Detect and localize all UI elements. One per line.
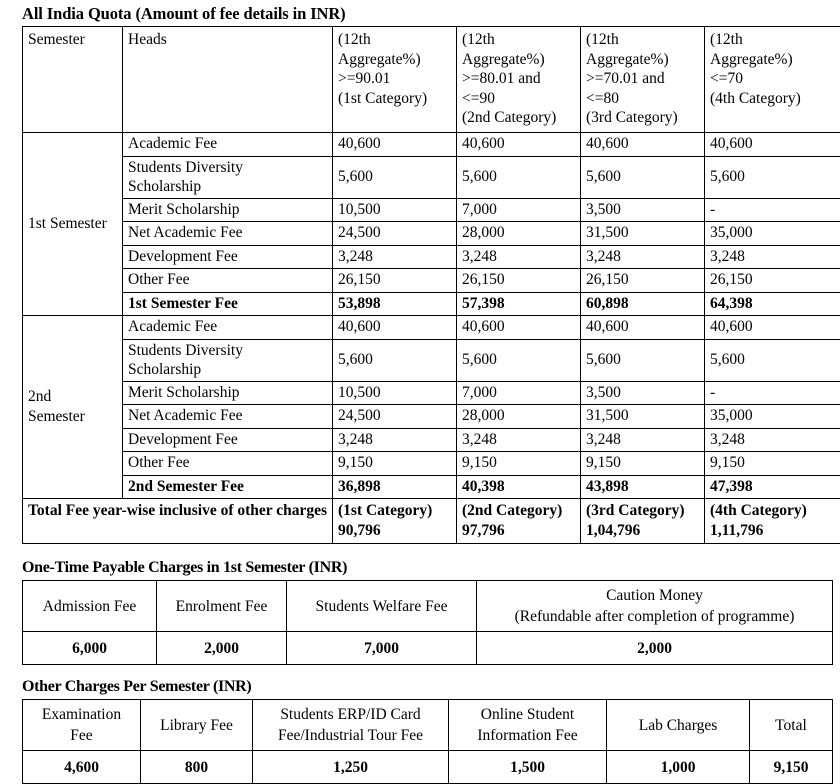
category-1-line-1: (12th — [338, 30, 452, 50]
row-value: 40,398 — [457, 475, 581, 499]
row-value: 26,150 — [457, 269, 581, 293]
row-value: 3,248 — [705, 428, 840, 452]
row-value: 53,898 — [333, 292, 457, 316]
row-value: 3,500 — [581, 198, 705, 222]
row-value: - — [705, 198, 840, 222]
total-value: 9,150 — [750, 751, 833, 784]
column-header-examination-fee — [23, 700, 141, 751]
row-value: 9,150 — [457, 452, 581, 476]
column-header-category-4 — [705, 27, 840, 133]
row-value: 26,150 — [333, 269, 457, 293]
row-head-line-1: Students Diversity — [128, 159, 243, 176]
row-value: 9,150 — [581, 452, 705, 476]
other-charges-per-semester-table — [22, 699, 833, 784]
category-3-line-1: (12th — [586, 30, 700, 50]
table-row — [23, 269, 840, 293]
row-value: 5,600 — [581, 339, 705, 381]
column-header-students-welfare-fee — [287, 581, 477, 632]
category-2-line-2: Aggregate%) — [462, 50, 576, 70]
row-value: 3,248 — [581, 428, 705, 452]
row-value: 24,500 — [333, 222, 457, 246]
grand-total-category-1: (1st Category) — [338, 501, 452, 521]
row-value: 40,600 — [457, 316, 581, 340]
students-erp-label-line-2: Fee/Industrial Tour Fee — [257, 725, 444, 746]
column-header-semester: Semester — [23, 27, 123, 133]
grand-total-cell-4 — [705, 499, 840, 544]
category-1-line-2: Aggregate%) — [338, 50, 452, 70]
row-value: 40,600 — [333, 133, 457, 157]
column-header-lab-charges — [607, 700, 750, 751]
table-header-row — [23, 700, 833, 751]
row-head — [123, 156, 333, 198]
library-fee-label: Library Fee — [145, 715, 248, 736]
grand-total-label-line-1: Total Fee year-wise inclusive of other — [28, 502, 272, 519]
row-value: 40,600 — [457, 133, 581, 157]
row-value: 31,500 — [581, 222, 705, 246]
row-value: 40,600 — [581, 133, 705, 157]
column-header-total — [750, 700, 833, 751]
category-4-line-3: <=70 — [710, 69, 836, 89]
row-value: 57,398 — [457, 292, 581, 316]
row-value: 5,600 — [581, 156, 705, 198]
category-2-line-4: <=90 — [462, 89, 576, 109]
row-value: 5,600 — [333, 339, 457, 381]
other-charges-section-title: Other Charges Per Semester (INR) — [22, 677, 836, 697]
row-value: 3,248 — [333, 428, 457, 452]
row-value: 40,600 — [333, 316, 457, 340]
category-1-line-4: (1st Category) — [338, 89, 452, 109]
row-value: 9,150 — [705, 452, 840, 476]
category-2-line-5: (2nd Category) — [462, 108, 576, 128]
row-value: 10,500 — [333, 381, 457, 405]
row-value: 35,000 — [705, 405, 840, 429]
row-head: 1st Semester Fee — [123, 292, 333, 316]
table-row — [23, 339, 840, 381]
grand-total-category-2: (2nd Category) — [462, 501, 576, 521]
table-row — [23, 156, 840, 198]
online-student-information-fee-value: 1,500 — [449, 751, 607, 784]
all-india-quota-fee-table — [22, 26, 840, 544]
table-row — [23, 452, 840, 476]
semester-label-2 — [23, 316, 123, 499]
row-head: Academic Fee — [123, 133, 333, 157]
total-label: Total — [754, 715, 828, 736]
row-value: 47,398 — [705, 475, 840, 499]
table-row — [23, 198, 840, 222]
row-value: 5,600 — [457, 156, 581, 198]
row-value: 24,500 — [333, 405, 457, 429]
row-value: 40,600 — [705, 316, 840, 340]
examination-fee-label-line-1: Examination — [27, 704, 136, 725]
table-header-row — [23, 27, 840, 133]
enrolment-fee-label: Enrolment Fee — [161, 596, 282, 617]
row-value: 5,600 — [705, 156, 840, 198]
table-row — [23, 316, 840, 340]
semester-label-2-line-2: Semester — [28, 408, 85, 425]
row-head: Development Fee — [123, 428, 333, 452]
table-row — [23, 751, 833, 784]
table-header-row — [23, 581, 833, 632]
column-header-library-fee — [141, 700, 253, 751]
row-head-line-2: Scholarship — [128, 361, 201, 378]
row-value: - — [705, 381, 840, 405]
row-head-line-1: Students Diversity — [128, 342, 243, 359]
row-value: 28,000 — [457, 222, 581, 246]
table-row — [23, 381, 840, 405]
main-section-title: All India Quota (Amount of fee details in INR) — [22, 4, 836, 24]
row-value: 31,500 — [581, 405, 705, 429]
caution-money-value: 2,000 — [477, 632, 833, 665]
column-header-enrolment-fee — [157, 581, 287, 632]
row-value: 9,150 — [333, 452, 457, 476]
online-student-label-line-2: Information Fee — [453, 725, 602, 746]
row-value: 3,248 — [705, 245, 840, 269]
grand-total-amount-4: 1,11,796 — [710, 521, 836, 541]
row-head: Merit Scholarship — [123, 381, 333, 405]
enrolment-fee-value: 2,000 — [157, 632, 287, 665]
category-4-line-2: Aggregate%) — [710, 50, 836, 70]
table-row — [23, 133, 840, 157]
category-3-line-3: >=70.01 and — [586, 69, 700, 89]
admission-fee-value: 6,000 — [23, 632, 157, 665]
column-header-online-student-information-fee — [449, 700, 607, 751]
category-2-line-1: (12th — [462, 30, 576, 50]
examination-fee-label-line-2: Fee — [27, 725, 136, 746]
lab-charges-value: 1,000 — [607, 751, 750, 784]
examination-fee-value: 4,600 — [23, 751, 141, 784]
grand-total-amount-1: 90,796 — [338, 521, 452, 541]
column-header-admission-fee — [23, 581, 157, 632]
table-row — [23, 222, 840, 246]
column-header-category-3 — [581, 27, 705, 133]
row-value: 35,000 — [705, 222, 840, 246]
grand-total-label — [23, 499, 333, 544]
table-row — [23, 632, 833, 665]
library-fee-value: 800 — [141, 751, 253, 784]
grand-total-label-line-2: charges — [276, 502, 327, 519]
grand-total-category-4: (4th Category) — [710, 501, 836, 521]
students-welfare-fee-label: Students Welfare Fee — [291, 596, 472, 617]
row-value: 3,248 — [457, 245, 581, 269]
row-head: Merit Scholarship — [123, 198, 333, 222]
grand-total-cell-1 — [333, 499, 457, 544]
one-time-payable-charges-table — [22, 580, 833, 665]
row-head: Net Academic Fee — [123, 405, 333, 429]
semester-label-1: 1st Semester — [23, 133, 123, 316]
row-head: Academic Fee — [123, 316, 333, 340]
one-time-section-title: One-Time Payable Charges in 1st Semester (INR) — [22, 558, 836, 578]
caution-money-note: (Refundable after completion of programme) — [481, 606, 828, 627]
category-3-line-4: <=80 — [586, 89, 700, 109]
row-value: 7,000 — [457, 381, 581, 405]
row-head-line-2: Scholarship — [128, 178, 201, 195]
category-2-line-3: >=80.01 and — [462, 69, 576, 89]
row-value: 60,898 — [581, 292, 705, 316]
row-value: 40,600 — [581, 316, 705, 340]
category-4-line-4: (4th Category) — [710, 89, 836, 109]
row-value: 3,500 — [581, 381, 705, 405]
row-value: 3,248 — [581, 245, 705, 269]
grand-total-cell-2 — [457, 499, 581, 544]
row-value: 5,600 — [705, 339, 840, 381]
row-value: 5,600 — [457, 339, 581, 381]
admission-fee-label: Admission Fee — [27, 596, 152, 617]
semester-total-row — [23, 292, 840, 316]
grand-total-amount-2: 97,796 — [462, 521, 576, 541]
table-row — [23, 245, 840, 269]
column-header-heads: Heads — [123, 27, 333, 133]
row-value: 36,898 — [333, 475, 457, 499]
online-student-label-line-1: Online Student — [453, 704, 602, 725]
grand-total-cell-3 — [581, 499, 705, 544]
students-erp-id-card-fee-value: 1,250 — [253, 751, 449, 784]
row-value: 43,898 — [581, 475, 705, 499]
row-value: 10,500 — [333, 198, 457, 222]
row-head: 2nd Semester Fee — [123, 475, 333, 499]
category-4-line-1: (12th — [710, 30, 836, 50]
row-value: 64,398 — [705, 292, 840, 316]
column-header-caution-money — [477, 581, 833, 632]
grand-total-row — [23, 499, 840, 544]
category-1-line-3: >=90.01 — [338, 69, 452, 89]
category-3-line-2: Aggregate%) — [586, 50, 700, 70]
row-value: 3,248 — [457, 428, 581, 452]
row-head: Net Academic Fee — [123, 222, 333, 246]
caution-money-label: Caution Money — [481, 585, 828, 606]
table-row — [23, 428, 840, 452]
students-erp-label-line-1: Students ERP/ID Card — [257, 704, 444, 725]
row-value: 26,150 — [705, 269, 840, 293]
row-head: Other Fee — [123, 269, 333, 293]
category-3-line-5: (3rd Category) — [586, 108, 700, 128]
row-value: 40,600 — [705, 133, 840, 157]
row-value: 5,600 — [333, 156, 457, 198]
column-header-category-2 — [457, 27, 581, 133]
column-header-students-erp-id-card-fee — [253, 700, 449, 751]
semester-total-row — [23, 475, 840, 499]
row-value: 26,150 — [581, 269, 705, 293]
table-row — [23, 405, 840, 429]
row-head: Development Fee — [123, 245, 333, 269]
row-value: 3,248 — [333, 245, 457, 269]
row-value: 28,000 — [457, 405, 581, 429]
students-welfare-fee-value: 7,000 — [287, 632, 477, 665]
row-head: Other Fee — [123, 452, 333, 476]
grand-total-category-3: (3rd Category) — [586, 501, 700, 521]
semester-label-2-line-1: 2nd — [28, 388, 51, 405]
lab-charges-label: Lab Charges — [611, 715, 745, 736]
row-value: 7,000 — [457, 198, 581, 222]
row-head — [123, 339, 333, 381]
column-header-category-1 — [333, 27, 457, 133]
grand-total-amount-3: 1,04,796 — [586, 521, 700, 541]
